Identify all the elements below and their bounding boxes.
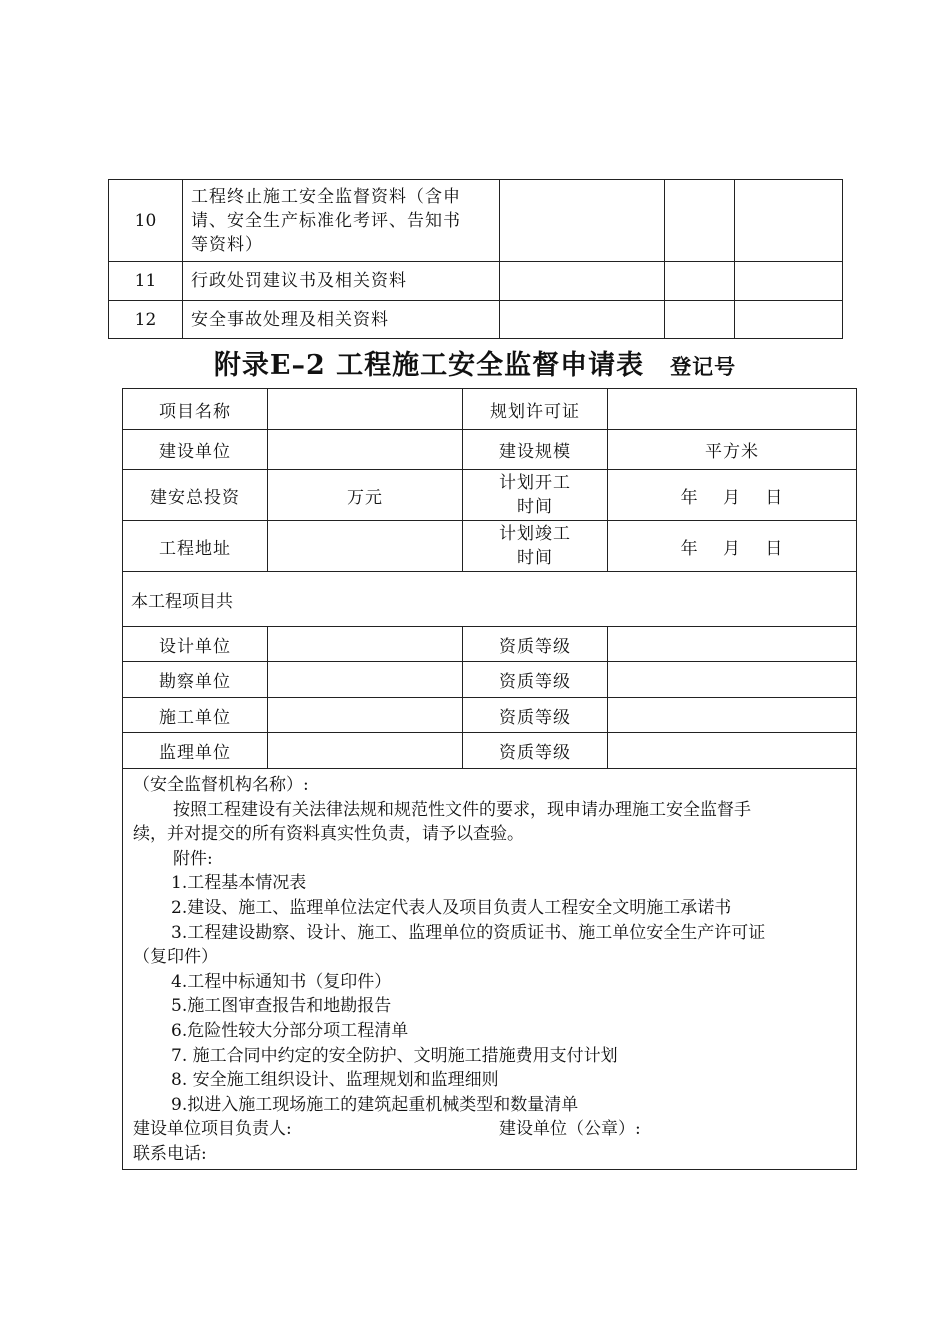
empty-cell xyxy=(665,301,735,339)
row-description: 行政处罚建议书及相关资料 xyxy=(183,262,500,301)
builder-label: 建设单位 xyxy=(123,430,268,470)
survey-unit-label: 勘察单位 xyxy=(123,662,268,698)
survey-grade-field[interactable] xyxy=(608,662,857,698)
planned-start-label: 计划开工 时间 xyxy=(463,470,608,521)
table-row xyxy=(123,662,857,698)
notice-body-line: 续，并对提交的所有资料真实性负责，请予以查验。 xyxy=(133,824,524,845)
table-row xyxy=(123,470,857,521)
investment-field[interactable]: 万元 xyxy=(268,470,463,521)
attachments-label: 附件: xyxy=(173,848,213,869)
project-leader-label: 建设单位项目负责人: xyxy=(133,1119,292,1140)
records-table xyxy=(108,179,843,339)
attachment-item: 8. 安全施工组织设计、监理规划和监理细则 xyxy=(171,1070,499,1091)
table-row xyxy=(109,262,843,301)
registration-number-label: 登记号 xyxy=(670,354,737,379)
investment-label: 建安总投资 xyxy=(123,470,268,521)
qualification-grade-label: 资质等级 xyxy=(463,662,608,698)
construction-unit-label: 施工单位 xyxy=(123,698,268,733)
table-row xyxy=(123,769,857,1170)
builder-field[interactable] xyxy=(268,430,463,470)
empty-cell xyxy=(665,180,735,262)
attachment-item: （复印件） xyxy=(133,947,218,968)
attachment-item: 3.工程建设勘察、设计、施工、监理单位的资质证书、施工单位安全生产许可证 xyxy=(171,922,766,943)
row-number: 10 xyxy=(109,180,183,262)
empty-cell xyxy=(665,262,735,301)
attachment-item: 6.危险性较大分部分项工程清单 xyxy=(171,1020,409,1041)
table-row xyxy=(123,430,857,470)
table-row xyxy=(109,301,843,339)
signature-row xyxy=(133,1117,846,1142)
attachment-item: 9.拟进入施工现场施工的建筑起重机械类型和数量清单 xyxy=(171,1094,579,1115)
construction-unit-field[interactable] xyxy=(268,698,463,733)
attachment-item: 1.工程基本情况表 xyxy=(171,873,307,894)
application-form-table xyxy=(122,388,857,1170)
table-row xyxy=(123,572,857,627)
design-unit-field[interactable] xyxy=(268,627,463,662)
empty-cell xyxy=(735,301,843,339)
page-title xyxy=(0,343,950,382)
site-address-field[interactable] xyxy=(268,521,463,572)
design-unit-label: 设计单位 xyxy=(123,627,268,662)
project-name-label: 项目名称 xyxy=(123,389,268,430)
supervision-grade-field[interactable] xyxy=(608,733,857,769)
row-number: 12 xyxy=(109,301,183,339)
supervision-unit-field[interactable] xyxy=(268,733,463,769)
table-row xyxy=(123,627,857,662)
scale-field[interactable]: 平方米 xyxy=(608,430,857,470)
row-number: 11 xyxy=(109,262,183,301)
attachment-item: 5.施工图审查报告和地勘报告 xyxy=(171,996,392,1017)
table-row xyxy=(109,180,843,262)
attachment-item: 7. 施工合同中约定的安全防护、文明施工措施费用支付计划 xyxy=(171,1045,618,1066)
empty-cell xyxy=(500,301,665,339)
empty-cell xyxy=(500,180,665,262)
agency-line: （安全监督机构名称）: xyxy=(133,775,309,795)
planning-permit-field[interactable] xyxy=(608,389,857,430)
qualification-grade-label: 资质等级 xyxy=(463,627,608,662)
table-row xyxy=(123,733,857,769)
construction-grade-field[interactable] xyxy=(608,698,857,733)
table-row xyxy=(123,521,857,572)
empty-cell xyxy=(735,262,843,301)
official-seal-label: 建设单位（公章）: xyxy=(499,1119,641,1140)
row-description: 工程终止施工安全监督资料（含申 请、安全生产标准化考评、告知书 等资料） xyxy=(183,180,500,262)
table-row xyxy=(123,698,857,733)
planned-completion-date-field[interactable]: 年 月 日 xyxy=(608,521,857,572)
supervision-unit-label: 监理单位 xyxy=(123,733,268,769)
qualification-grade-label: 资质等级 xyxy=(463,733,608,769)
planning-permit-label: 规划许可证 xyxy=(463,389,608,430)
row-description: 安全事故处理及相关资料 xyxy=(183,301,500,339)
site-address-label: 工程地址 xyxy=(123,521,268,572)
scale-label: 建设规模 xyxy=(463,430,608,470)
notice-body-line: 按照工程建设有关法律法规和规范性文件的要求，现申请办理施工安全监督手 xyxy=(173,799,751,820)
contact-phone-label: 联系电话: xyxy=(133,1143,207,1164)
qualification-grade-label: 资质等级 xyxy=(463,698,608,733)
planned-start-date-field[interactable]: 年 月 日 xyxy=(608,470,857,521)
planned-completion-label: 计划竣工 时间 xyxy=(463,521,608,572)
table-row xyxy=(123,389,857,430)
application-notice xyxy=(123,769,857,1170)
empty-cell xyxy=(735,180,843,262)
project-count-field[interactable]: 本工程项目共 xyxy=(123,572,857,627)
attachment-item: 2.建设、施工、监理单位法定代表人及项目负责人工程安全文明施工承诺书 xyxy=(171,897,732,918)
attachment-item: 4.工程中标通知书（复印件） xyxy=(171,971,392,992)
design-grade-field[interactable] xyxy=(608,627,857,662)
project-name-field[interactable] xyxy=(268,389,463,430)
title-main: 附录E–2 工程施工安全监督申请表 xyxy=(213,350,645,381)
empty-cell xyxy=(500,262,665,301)
survey-unit-field[interactable] xyxy=(268,662,463,698)
